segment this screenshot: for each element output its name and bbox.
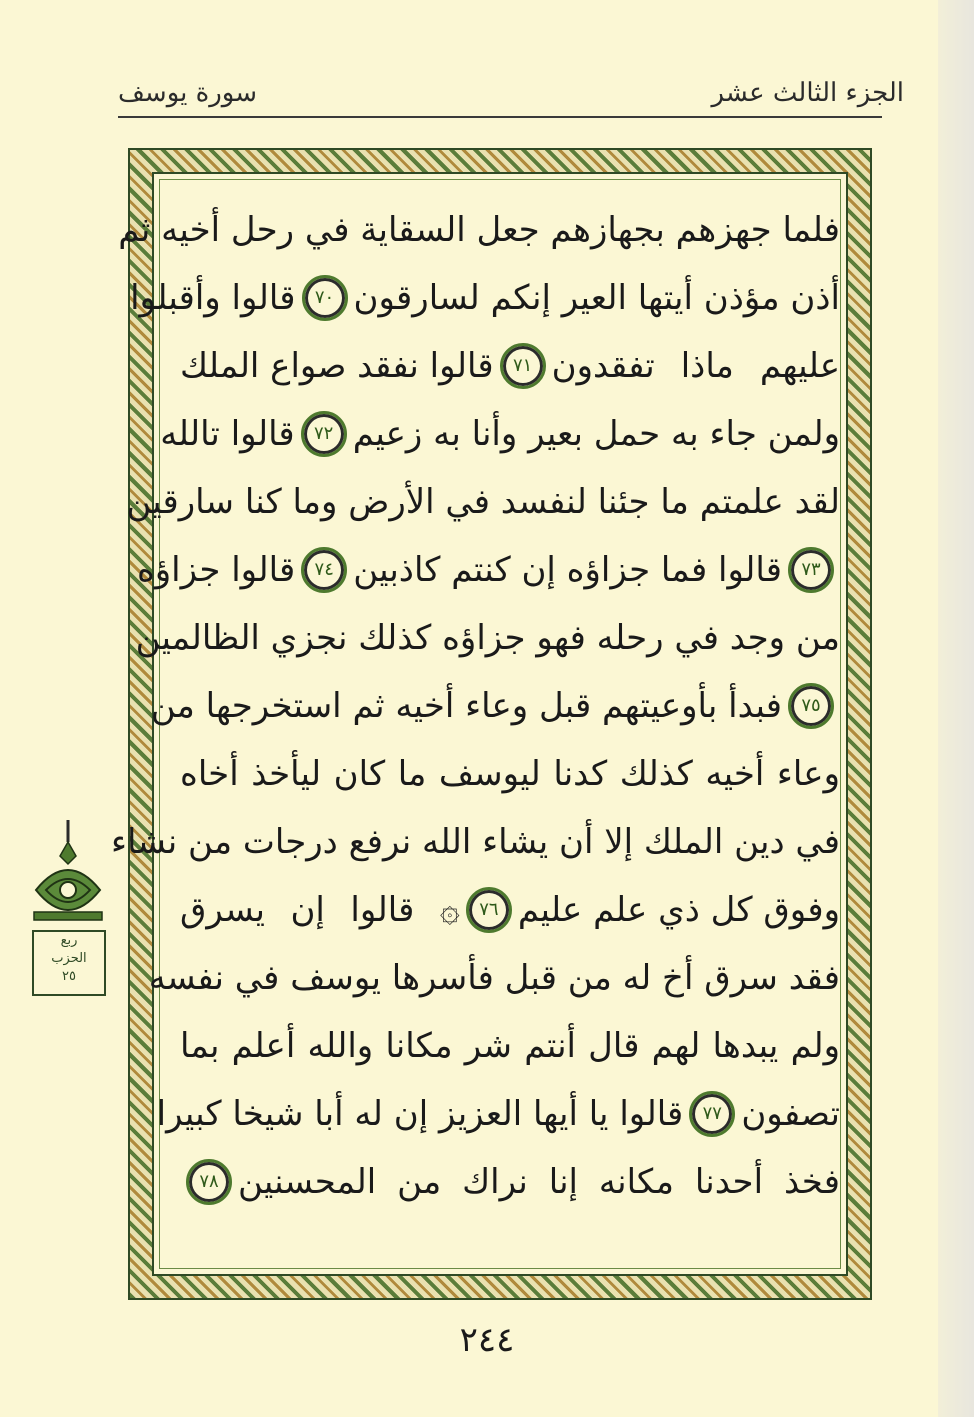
- ayah-number-marker: ٧٦: [466, 887, 512, 933]
- rub-number: ٢٥: [62, 969, 76, 984]
- ayah-number-marker: ٧٠: [302, 275, 348, 321]
- verse-line: [180, 1012, 840, 1080]
- verse-line: [180, 332, 840, 400]
- verse-text: من وجد في رحله فهو جزاؤه كذلك نجزي الظالمين: [135, 618, 840, 658]
- verse-text: قالوا فما جزاؤه إن كنتم كاذبين: [353, 550, 782, 590]
- verse-text: قالوا نفقد صواع الملك: [180, 346, 494, 386]
- verse-line: [126, 468, 840, 536]
- page-number: ٢٤٤: [459, 1320, 515, 1360]
- verse-text: ولم يبدها لهم قال أنتم شر مكانا والله أعلم بما: [180, 1026, 840, 1066]
- verse-text: وعاء أخيه كذلك كدنا ليوسف ما كان ليأخذ أخاه: [180, 754, 840, 794]
- verse-text: ولمن جاء به حمل بعير وأنا به زعيم: [352, 414, 840, 454]
- page-edge: [938, 0, 974, 1417]
- verse-text: في دين الملك إلا أن يشاء الله نرفع درجات من نشاء: [111, 822, 840, 862]
- verse-text: فخذ أحدنا مكانه إنا نراك من المحسنين: [238, 1162, 840, 1202]
- verse-text: فبدأ بأوعيتهم قبل وعاء أخيه ثم استخرجها من: [150, 686, 782, 726]
- verse-line: [160, 400, 840, 468]
- rub-line1: ربع: [60, 933, 78, 948]
- juz-label: الجزء الثالث عشر: [711, 78, 904, 108]
- rub-al-hizb-marker: [32, 930, 106, 996]
- ayah-number-marker: ٧٢: [301, 411, 347, 457]
- quran-text: [111, 196, 840, 1216]
- verse-line: [135, 604, 840, 672]
- verse-text: قالوا يا أيها العزيز إن له أبا شيخا كبيرا: [156, 1094, 684, 1134]
- verse-line: [180, 740, 840, 808]
- verse-line: [118, 196, 840, 264]
- verse-text: عليهم ماذا تفقدون: [551, 346, 840, 386]
- ayah-number-marker: ٧٨: [186, 1159, 232, 1205]
- verse-text: قالوا وأقبلوا: [130, 278, 296, 318]
- ayah-number-marker: ٧٥: [788, 683, 834, 729]
- ayah-number-marker: ٧١: [500, 343, 546, 389]
- verse-line: [130, 264, 840, 332]
- header-rule: [118, 116, 882, 118]
- surah-label: سورة يوسف: [118, 78, 258, 108]
- verse-text: تصفون: [741, 1094, 840, 1134]
- verse-line: [180, 1148, 840, 1216]
- verse-text: أذن مؤذن أيتها العير إنكم لسارقون: [353, 278, 840, 318]
- verse-line: [180, 876, 840, 944]
- verse-line: [148, 944, 840, 1012]
- verse-text: قالوا تالله: [160, 414, 295, 454]
- verse-text: فلما جهزهم بجهازهم جعل السقاية في رحل أخيه ثم: [118, 210, 840, 250]
- verse-line: [136, 536, 840, 604]
- verse-line: [150, 672, 840, 740]
- verse-text: ۞ قالوا إن يسرق: [180, 890, 460, 930]
- verse-text: فقد سرق أخ له من قبل فأسرها يوسف في نفسه: [148, 958, 840, 998]
- verse-text: وفوق كل ذي علم عليم: [517, 890, 840, 930]
- rub-line2: الحزب: [51, 951, 87, 966]
- ayah-number-marker: ٧٧: [689, 1091, 735, 1137]
- ayah-number-marker: ٧٣: [788, 547, 834, 593]
- rub-ornament-icon: [30, 820, 106, 930]
- verse-text: لقد علمتم ما جئنا لنفسد في الأرض وما كنا سارقين: [126, 482, 840, 522]
- ayah-number-marker: ٧٤: [301, 547, 347, 593]
- verse-line: [156, 1080, 840, 1148]
- verse-line: [111, 808, 840, 876]
- verse-text: قالوا جزاؤه: [136, 550, 296, 590]
